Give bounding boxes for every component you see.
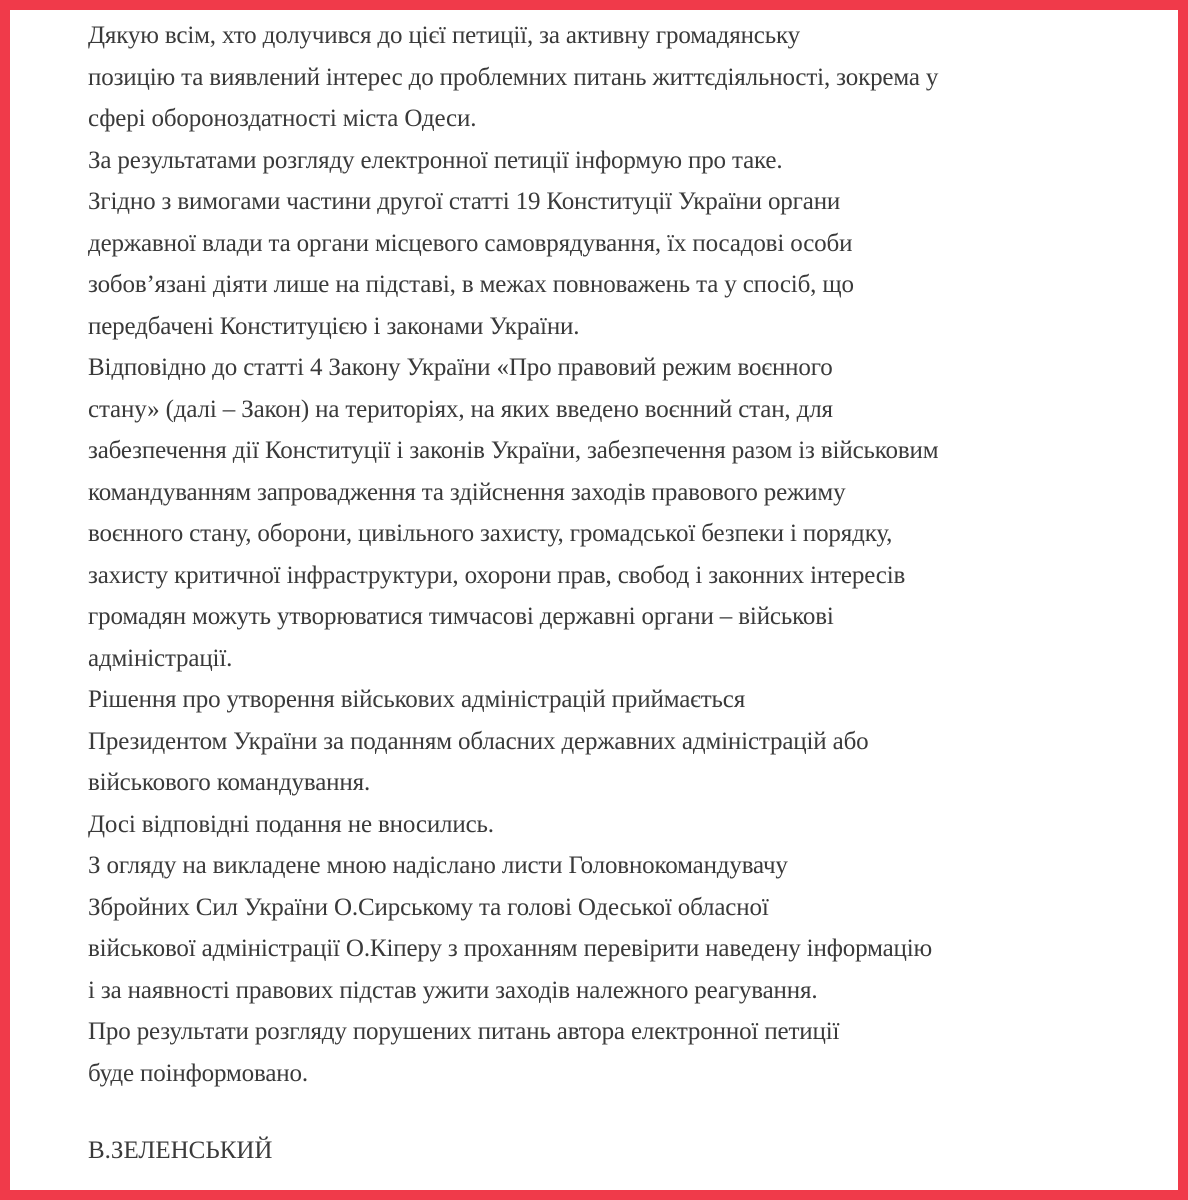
body-line: З огляду на викладене мною надіслано листи Головнокомандувачу [88, 852, 788, 879]
body-line: громадян можуть утворюватися тимчасові державні органи – військові [88, 603, 834, 630]
body-line: позицію та виявлений інтерес до проблемних питань життєдіяльності, зокрема у [88, 63, 939, 91]
body-line: стану» (далі – Закон) на територіях, на яких введено воєнний стан, для [88, 395, 833, 423]
body-line: і за наявності правових підстав ужити заходів належного реагування. [88, 976, 818, 1004]
body-line: командуванням запровадження та здійснення заходів правового режиму [88, 478, 846, 506]
body-line: Досі відповідні подання не вносились. [88, 810, 494, 838]
body-line: Згідно з вимогами частини другої статті 19 Конституції України органи [88, 188, 841, 215]
body-line: сфері обороноздатності міста Одеси. [88, 105, 477, 132]
body-line: військової адміністрації О.Кіперу з проханням перевірити наведену інформацію [88, 935, 933, 962]
signature: В.ЗЕЛЕНСЬКИЙ [88, 1137, 273, 1164]
body-line: Президентом України за поданням обласних державних адміністрацій або [88, 727, 869, 755]
body-line: Рішення про утворення військових адміністрацій приймається [88, 686, 746, 713]
body-line: військового командування. [88, 769, 371, 796]
body-line: забезпечення дії Конституції і законів України, забезпечення разом із військовим [88, 437, 939, 464]
body-line: За результатами розгляду електронної петиції інформую про таке. [88, 146, 783, 174]
body-line: Дякую всім, хто долучився до цієї петиції, за активну громадянську [88, 22, 800, 49]
body-line: адміністрації. [88, 644, 233, 672]
petition-response-body [88, 15, 1148, 1094]
body-line: зобов’язані діяти лише на підставі, в межах повноважень та у спосіб, що [88, 271, 854, 298]
body-line: Про результати розгляду порушених питань автора електронної петиції [88, 1018, 840, 1045]
body-line: буде поінформовано. [88, 1059, 308, 1087]
body-line: воєнного стану, оборони, цивільного захисту, громадської безпеки і порядку, [88, 520, 893, 547]
body-line: передбачені Конституцією і законами України. [88, 312, 580, 340]
body-line: Збройних Сил України О.Сирському та голові Одеської обласної [88, 893, 769, 921]
body-line: Відповідно до статті 4 Закону України «Про правовий режим воєнного [88, 354, 833, 381]
body-line: державної влади та органи місцевого самоврядування, їх посадові особи [88, 229, 853, 257]
body-line: захисту критичної інфраструктури, охорони прав, свобод і законних інтересів [88, 561, 906, 589]
